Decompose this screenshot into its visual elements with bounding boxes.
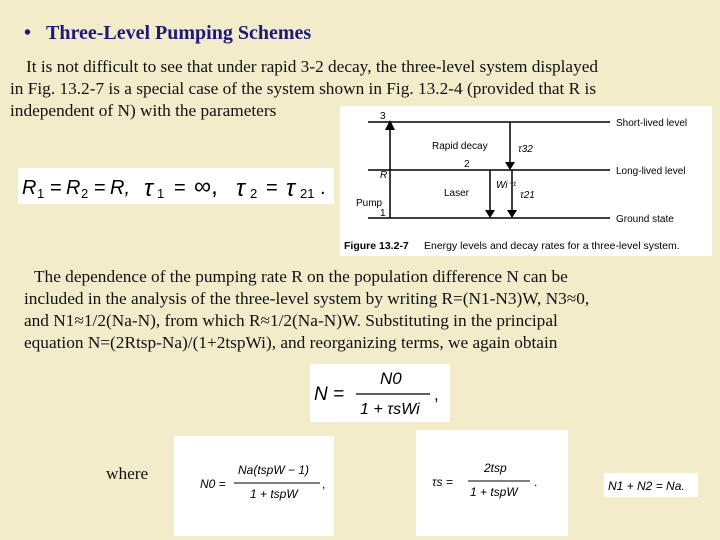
bullet-icon: • [24,22,32,44]
laser-label: Laser [444,188,470,199]
level-1-label: 1 [380,208,386,219]
slide-title [24,22,311,45]
pump-rate-label: R [380,170,388,181]
eq-tau21-sub: 21 [300,186,315,201]
figure-caption-bold: Figure 13.2-7 [344,240,409,252]
n0-eq-denominator: 1 + tspW [250,487,298,501]
short-lived-label: Short-lived level [616,118,688,129]
paragraph-intro-line3: independent of N) with the parameters [10,101,277,120]
energy-level-figure [340,106,712,256]
laser-arrowhead [485,210,495,218]
eq-tau2-sub: 2 [250,186,258,201]
paragraph-dependence [24,266,684,354]
taus-eq-denominator: 1 + tspW [470,485,518,499]
tau32-label: τ32 [518,144,533,155]
pump-label: Pump [356,198,383,209]
eq-tau1: τ [144,175,153,202]
eq-equals-4: = [266,177,278,199]
taus-eq-numerator: 2tsp [484,461,507,475]
long-lived-label: Long-lived level [616,166,686,177]
sum-eq-text: N1 + N2 = Na. [608,479,685,493]
main-eq-numerator: N0 [380,369,402,388]
eq-r2: R [66,177,81,199]
where-label: where [106,464,149,483]
eq-tau1-sub: 1 [157,186,165,201]
eq-tau2: τ [236,175,245,202]
main-eq-denominator: 1 + τsWi [360,401,420,418]
taus-eq-dot: . [534,475,538,489]
eq-equals-3: = [174,177,186,199]
eq-dot: . [320,177,326,199]
eq-infinity: ∞, [194,173,218,200]
sum-equation [604,473,698,497]
eq-tau21: τ [286,175,295,202]
main-eq-comma: , [434,385,439,404]
eq-r1-sub: 1 [37,186,45,201]
taus-eq-lhs: τs = [432,475,453,489]
paragraph-dependence-line4: equation N=(2Rtsp-Na)/(1+2tspWi), and reorganizing terms, we again obtain [24,333,558,352]
tau21-label: τ21 [520,190,535,201]
level-3-label: 3 [380,111,386,122]
ground-state-label: Ground state [616,214,674,225]
rapid-decay-arrowhead [505,162,515,170]
n0-equation [174,436,334,536]
level-2-label: 2 [464,159,470,170]
eq-r1: R [22,177,37,199]
taus-equation [416,430,568,536]
eq-r2-sub: 2 [81,186,89,201]
wi-label: Wi⁻¹ [496,180,517,191]
title-text: Three-Level Pumping Schemes [46,22,312,44]
tau21-arrowhead [507,210,517,218]
rapid-decay-label: Rapid decay [432,141,488,152]
eq-r: R, [110,177,130,199]
parameters-equation [18,168,334,204]
paragraph-intro-line1: It is not difficult to see that under rapid 3-2 decay, the three-level system displayed [26,57,599,76]
main-equation [310,364,450,422]
paragraph-intro-line2: in Fig. 13.2-7 is a special case of the system shown in Fig. 13.2-4 (provided that R is [10,79,597,98]
n0-eq-numerator: Na(tspW − 1) [238,463,310,477]
paragraph-dependence-line2: included in the analysis of the three-level system by writing R=(N1-N3)W, N3≈0, [24,289,590,308]
main-eq-lhs: N = [314,384,345,405]
n0-eq-lhs: N0 = [200,477,226,491]
n0-eq-comma: , [322,477,326,491]
eq-equals-2: = [94,177,106,199]
paragraph-dependence-line3: and N1≈1/2(Na-N), from which R≈1/2(Na-N)W. Substituting in the principal [24,311,558,330]
figure-caption-text: Energy levels and decay rates for a three-level system. [424,240,680,252]
paragraph-dependence-line1: The dependence of the pumping rate R on the population difference N can be [34,267,568,286]
eq-equals-1: = [50,177,62,199]
